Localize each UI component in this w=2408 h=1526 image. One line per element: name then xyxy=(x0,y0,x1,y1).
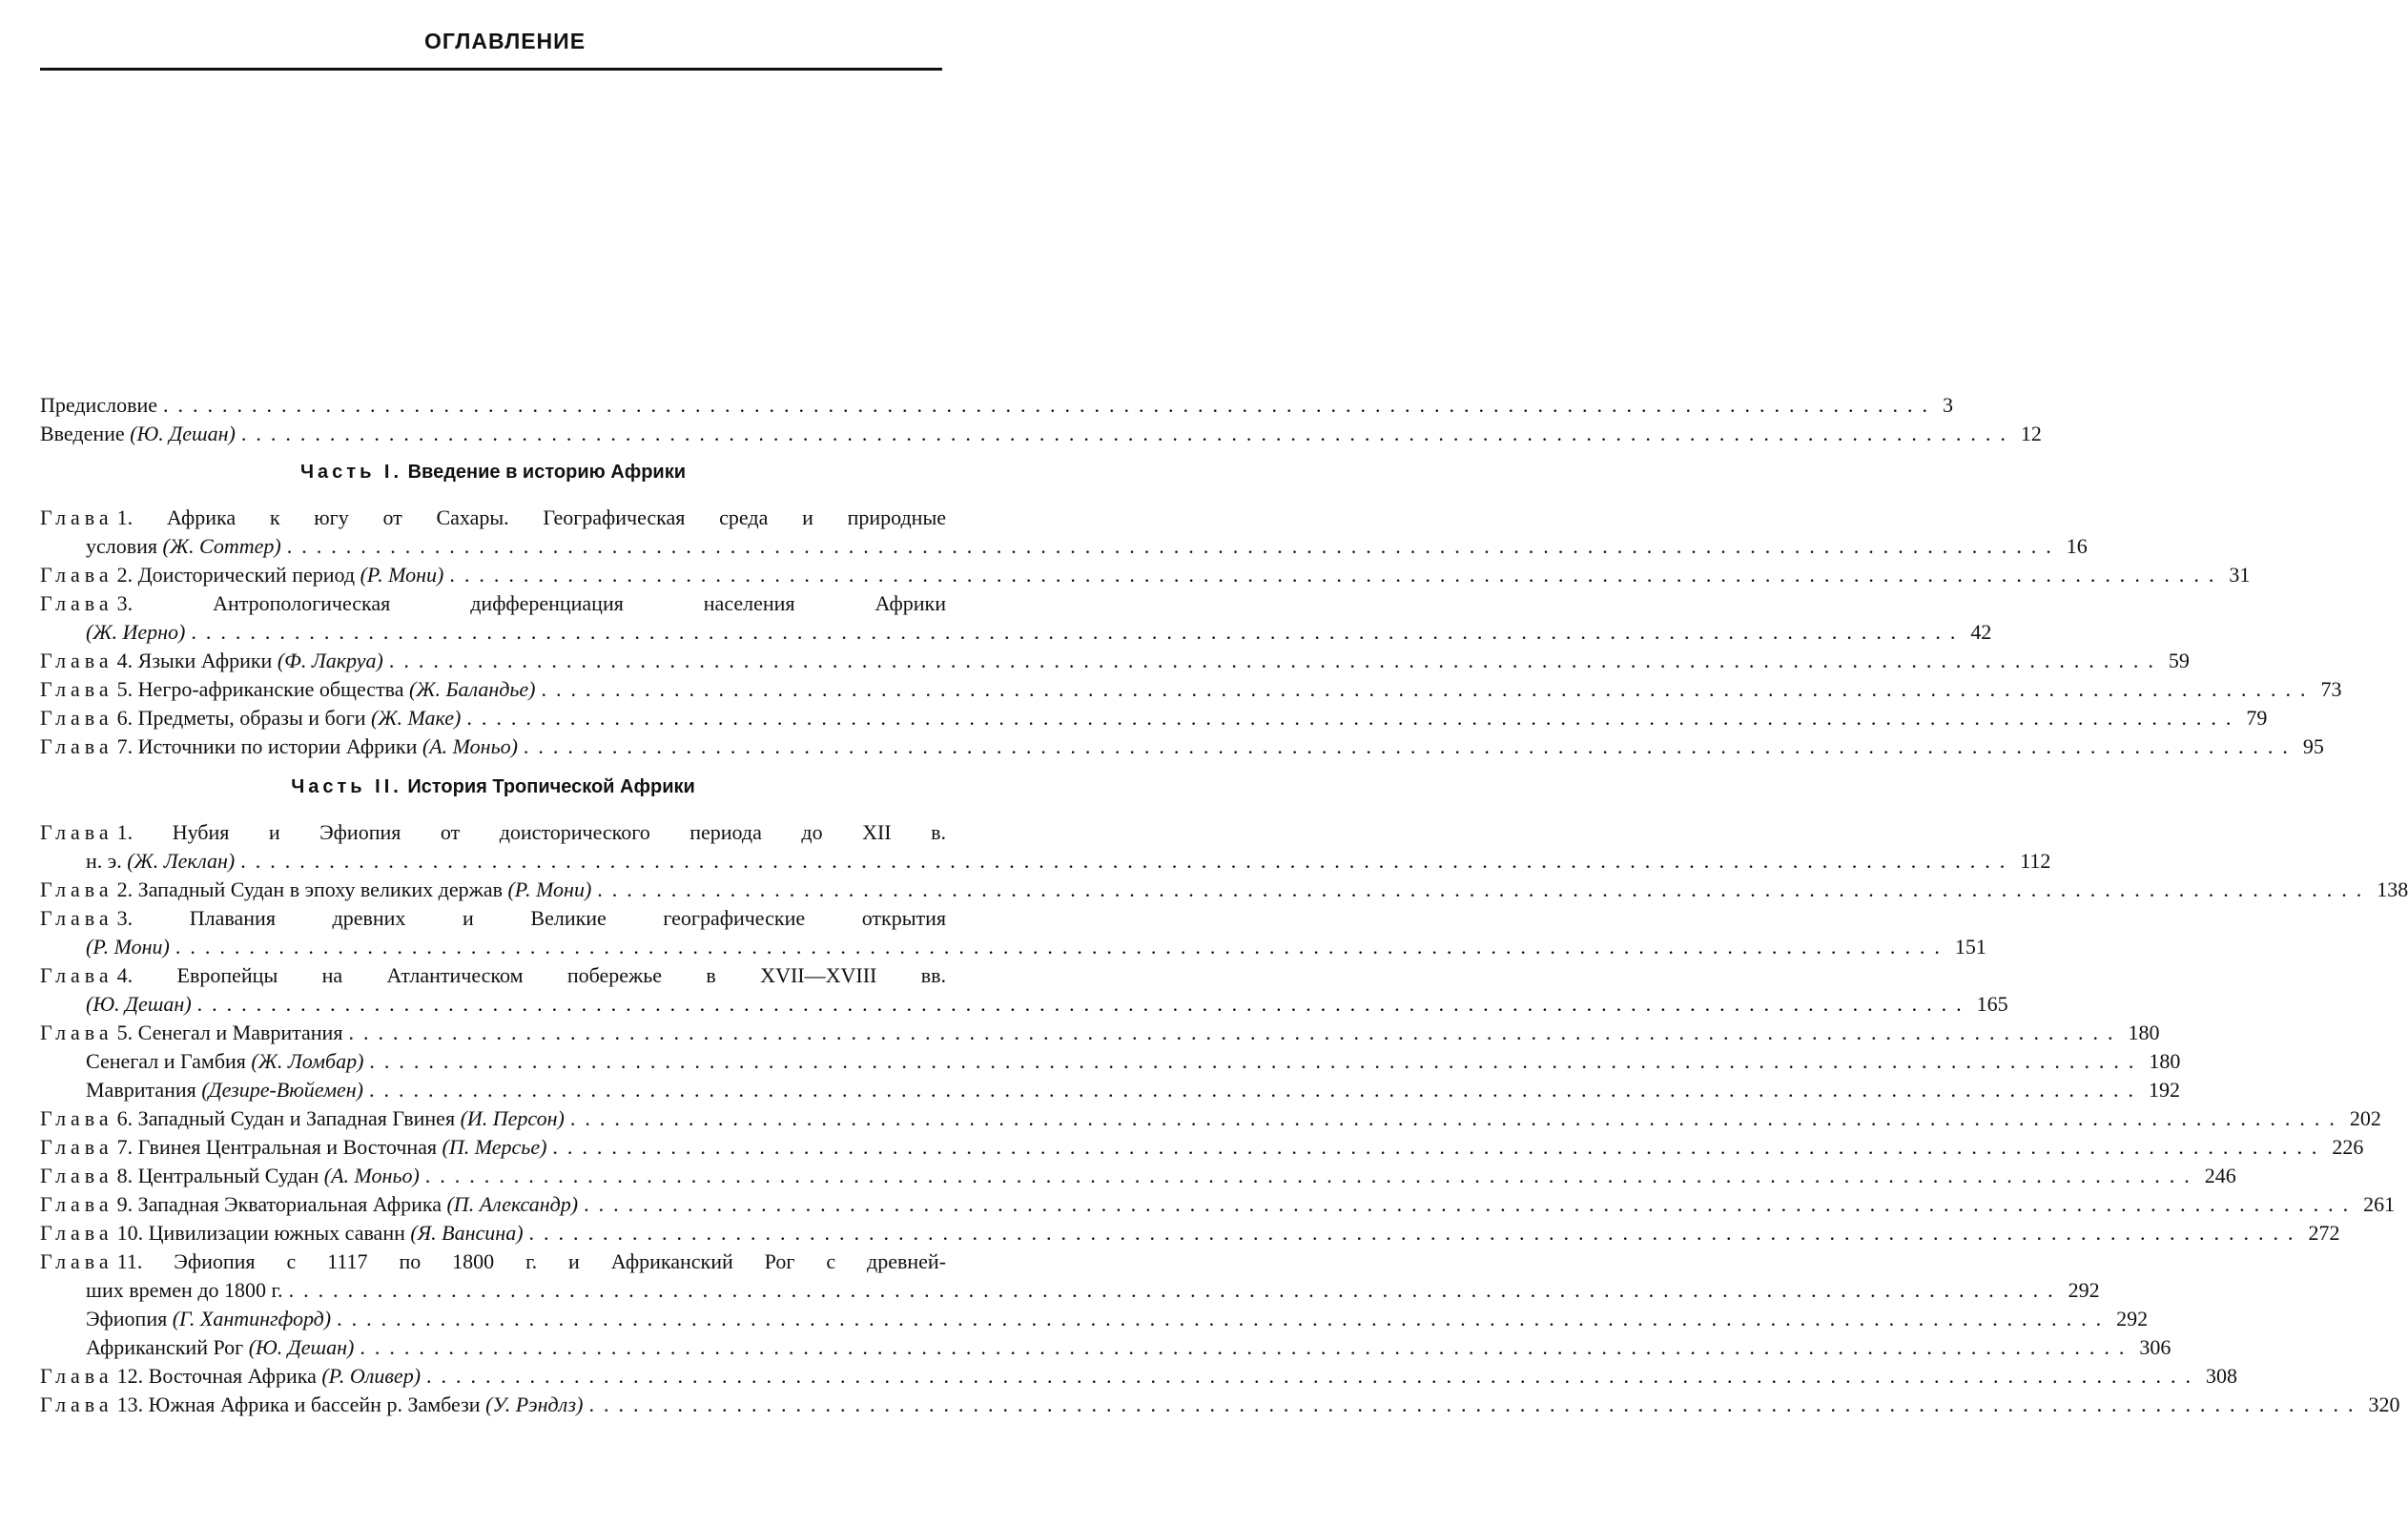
entry-text xyxy=(40,1104,565,1133)
dot-leader: ........................................................................................................................ xyxy=(369,1049,2144,1073)
entry-title: Введение xyxy=(40,422,131,445)
part-title: История Тропической Африки xyxy=(407,776,695,797)
entry-author: (Ж. Соттер) xyxy=(162,534,281,558)
entry-text xyxy=(40,704,461,732)
page-number: 292 xyxy=(2068,1278,2100,1302)
chapter-number: 4. xyxy=(116,649,134,672)
entry-text xyxy=(40,1391,583,1419)
toc-entry xyxy=(40,1219,2340,1248)
chapter-label: Глава xyxy=(40,1164,113,1187)
dot-leader: ........................................................................................................................ xyxy=(175,935,1949,959)
chapter-number: 3. xyxy=(116,906,134,930)
entry-text xyxy=(40,561,443,589)
part-chapters xyxy=(40,818,2408,1419)
entry-title-continued: условия xyxy=(86,534,163,558)
chapter-number: 1. xyxy=(116,505,134,529)
dot-leader: ........................................................................................................................ xyxy=(163,393,1937,417)
dot-leader: ........................................................................................................................ xyxy=(426,1364,2201,1388)
page-number: 16 xyxy=(2066,534,2088,558)
page-number: 79 xyxy=(2246,706,2268,730)
entry-text xyxy=(40,420,236,448)
chapter-label: Глава xyxy=(40,677,113,701)
entry-title: Мавритания xyxy=(86,1078,202,1102)
chapter-number: 5. xyxy=(116,677,134,701)
entry-title-continued: ших времен до 1800 г. xyxy=(86,1278,283,1302)
chapter-number: 2. xyxy=(116,563,134,587)
page-number: 112 xyxy=(2020,849,2051,873)
chapter-number: 7. xyxy=(116,1135,134,1159)
entry-title: Гвинея Центральная и Восточная xyxy=(137,1135,442,1159)
chapter-number: 10. xyxy=(116,1221,144,1245)
chapter-number: 5. xyxy=(116,1021,134,1044)
toc-entry xyxy=(40,1305,2149,1333)
page-number: 261 xyxy=(2363,1192,2396,1216)
toc-entry xyxy=(40,904,1986,961)
toc-entry xyxy=(40,961,2008,1019)
entry-title: Западная Экваториальная Африка xyxy=(137,1192,447,1216)
entry-text xyxy=(86,1076,363,1104)
page-number: 246 xyxy=(2204,1164,2236,1187)
chapter-number: 1. xyxy=(116,820,134,844)
toc-entry xyxy=(40,647,2190,675)
entry-title: Западный Судан в эпоху великих держав xyxy=(137,877,508,901)
entry-title: Южная Африка и бассейн р. Замбези xyxy=(148,1392,486,1416)
dot-leader: ........................................................................................................................ xyxy=(588,1392,2363,1416)
page-number: 180 xyxy=(2128,1021,2160,1044)
entry-text xyxy=(40,675,536,704)
page-number: 320 xyxy=(2368,1392,2400,1416)
entry-text xyxy=(86,847,235,876)
dot-leader: ........................................................................................................................ xyxy=(191,620,1966,644)
dot-leader: ........................................................................................................................ xyxy=(541,677,2315,701)
chapter-label: Глава xyxy=(40,1392,113,1416)
chapter-label: Глава xyxy=(40,1364,113,1388)
dot-leader: ........................................................................................................................ xyxy=(286,534,2061,558)
entry-title: Сенегал и Гамбия xyxy=(86,1049,252,1073)
dot-leader: ........................................................................................................................ xyxy=(240,849,2015,873)
dot-leader: ........................................................................................................................ xyxy=(337,1307,2111,1330)
chapter-label: Глава xyxy=(40,649,113,672)
page-number: 292 xyxy=(2116,1307,2149,1330)
page-number: 3 xyxy=(1943,393,1953,417)
toc-entry xyxy=(40,704,2268,732)
toc-entry xyxy=(40,561,2251,589)
entry-author: (А. Моньо) xyxy=(422,734,518,758)
entry-text xyxy=(40,818,946,847)
entry-text xyxy=(40,1019,342,1047)
part-label: Часть II. xyxy=(291,776,402,797)
chapter-label: Глава xyxy=(40,563,113,587)
entry-author: (Ж. Баландье) xyxy=(409,677,536,701)
chapter-number: 13. xyxy=(116,1392,144,1416)
entry-author: (Р. Мони) xyxy=(86,935,170,959)
chapter-label: Глава xyxy=(40,1192,113,1216)
page-number: 31 xyxy=(2229,563,2251,587)
entry-text xyxy=(40,391,157,420)
entry-author: (У. Рэндлз) xyxy=(485,1392,584,1416)
dot-leader: ........................................................................................................................ xyxy=(348,1021,2123,1044)
entry-title: Эфиопия xyxy=(86,1307,173,1330)
front-matter xyxy=(40,391,2042,448)
toc-entry xyxy=(40,1047,2181,1076)
entry-text xyxy=(40,1362,421,1391)
toc-entry xyxy=(40,420,2042,448)
entry-title: Негро-африканские общества xyxy=(137,677,410,701)
page-number: 308 xyxy=(2206,1364,2238,1388)
part-heading xyxy=(40,773,946,801)
entry-title-continued: н. э. xyxy=(86,849,128,873)
entry-author: (Р. Мони) xyxy=(360,563,444,587)
toc-entry xyxy=(40,732,2324,761)
entry-title: Эфиопия с 1117 по 1800 г. и Африканский Рог с древней- xyxy=(174,1249,946,1273)
entry-author: (Ю. Дешан) xyxy=(248,1335,355,1359)
entry-text xyxy=(40,1190,578,1219)
toc-entry xyxy=(40,1248,2100,1305)
page-number: 59 xyxy=(2168,649,2190,672)
entry-text xyxy=(40,647,383,675)
page-title: ОГЛАВЛЕНИЕ xyxy=(423,29,587,53)
entry-title: Центральный Судан xyxy=(137,1164,324,1187)
toc-entry xyxy=(40,818,2051,876)
entry-author: (Р. Оливер) xyxy=(321,1364,422,1388)
entry-author: (П. Мерсье) xyxy=(442,1135,547,1159)
chapter-number: 2. xyxy=(116,877,134,901)
page-number: 165 xyxy=(1976,992,2008,1016)
entry-text xyxy=(86,1047,363,1076)
chapter-number: 7. xyxy=(116,734,134,758)
toc-entry xyxy=(40,1391,2400,1419)
entry-text xyxy=(40,504,946,532)
dot-leader: ........................................................................................................................ xyxy=(528,1221,2303,1245)
toc-entry xyxy=(40,675,2342,704)
toc-entry xyxy=(40,1162,2236,1190)
entry-title: Источники по истории Африки xyxy=(137,734,422,758)
entry-title: Цивилизации южных саванн xyxy=(148,1221,411,1245)
entry-text xyxy=(40,589,946,618)
entry-author: (Р. Мони) xyxy=(507,877,592,901)
entry-author: (Ж. Маке) xyxy=(371,706,462,730)
chapter-number: 6. xyxy=(116,706,134,730)
chapter-label: Глава xyxy=(40,1021,113,1044)
entry-title: Предисловие xyxy=(40,393,157,417)
entry-title: Восточная Африка xyxy=(148,1364,322,1388)
page-number: 202 xyxy=(2349,1106,2381,1130)
chapter-number: 6. xyxy=(116,1106,134,1130)
dot-leader: ........................................................................................................................ xyxy=(569,1106,2344,1130)
dot-leader: ........................................................................................................................ xyxy=(360,1335,2134,1359)
entry-author: (Дезире-Вюйемен) xyxy=(201,1078,363,1102)
entry-text xyxy=(86,532,281,561)
entry-text xyxy=(86,1276,283,1305)
entry-text xyxy=(40,961,946,990)
entry-author: (П. Александр) xyxy=(446,1192,579,1216)
entry-text xyxy=(40,1162,420,1190)
dot-leader: ........................................................................................................................ xyxy=(552,1135,2327,1159)
page-number: 73 xyxy=(2320,677,2342,701)
entry-text xyxy=(40,1248,946,1276)
part-heading xyxy=(40,458,946,486)
dot-leader: ........................................................................................................................ xyxy=(196,992,1971,1016)
chapter-label: Глава xyxy=(40,706,113,730)
entry-author: (И. Персон) xyxy=(460,1106,565,1130)
chapter-label: Глава xyxy=(40,1249,113,1273)
dot-leader: ........................................................................................................................ xyxy=(424,1164,2199,1187)
dot-leader: ........................................................................................................................ xyxy=(449,563,2224,587)
entry-text xyxy=(86,933,170,961)
page-number: 138 xyxy=(2377,877,2408,901)
entry-author: (Г. Хантингфорд) xyxy=(172,1307,332,1330)
title-rule xyxy=(40,68,942,71)
toc-entry xyxy=(40,391,1953,420)
chapter-label: Глава xyxy=(40,906,113,930)
dot-leader: ........................................................................................................................ xyxy=(288,1278,2063,1302)
chapter-number: 3. xyxy=(116,591,134,615)
chapter-label: Глава xyxy=(40,734,113,758)
dot-leader: ........................................................................................................................ xyxy=(523,734,2297,758)
chapter-number: 4. xyxy=(116,963,134,987)
entry-text xyxy=(86,618,185,647)
toc-entry xyxy=(40,1104,2381,1133)
chapter-label: Глава xyxy=(40,820,113,844)
entry-title: Сенегал и Мавритания xyxy=(137,1021,343,1044)
page-number: 226 xyxy=(2332,1135,2364,1159)
entry-author: (А. Моньо) xyxy=(323,1164,420,1187)
dot-leader: ........................................................................................................................ xyxy=(584,1192,2358,1216)
entry-text xyxy=(40,1133,546,1162)
toc-entry xyxy=(40,1019,2160,1047)
entry-title: Африканский Рог xyxy=(86,1335,249,1359)
entry-text xyxy=(86,1305,331,1333)
chapter-number: 9. xyxy=(116,1192,134,1216)
entry-author: (Ф. Лакруа) xyxy=(277,649,383,672)
page-number: 192 xyxy=(2149,1078,2180,1102)
toc-entry xyxy=(40,1133,2364,1162)
entry-title: Доисторический период xyxy=(137,563,360,587)
chapter-label: Глава xyxy=(40,1135,113,1159)
part-label: Часть I. xyxy=(299,462,403,483)
dot-leader: ........................................................................................................................ xyxy=(369,1078,2143,1102)
entry-title: Языки Африки xyxy=(137,649,278,672)
page-number: 306 xyxy=(2139,1335,2171,1359)
toc-entry xyxy=(40,1076,2180,1104)
toc-entry xyxy=(40,504,2088,561)
entry-text xyxy=(40,732,518,761)
toc-entry xyxy=(40,1190,2396,1219)
page-number: 151 xyxy=(1954,935,1986,959)
chapter-number: 8. xyxy=(116,1164,134,1187)
table-of-contents xyxy=(40,391,2408,1419)
dot-leader: ........................................................................................................................ xyxy=(466,706,2241,730)
entry-title: Предметы, образы и боги xyxy=(137,706,372,730)
chapter-label: Глава xyxy=(40,591,113,615)
entry-text xyxy=(40,904,946,933)
entry-author: (Ю. Дешан) xyxy=(86,992,192,1016)
toc-entry xyxy=(40,1362,2238,1391)
chapter-number: 11. xyxy=(116,1249,143,1273)
entry-text xyxy=(86,1333,354,1362)
page-number: 95 xyxy=(2302,734,2324,758)
chapter-label: Глава xyxy=(40,505,113,529)
entry-text xyxy=(40,1219,524,1248)
entry-author: (Ю. Дешан) xyxy=(130,422,236,445)
chapter-label: Глава xyxy=(40,1221,113,1245)
toc-entry xyxy=(40,876,2408,904)
toc-entry xyxy=(40,589,1992,647)
entry-title: Европейцы на Атлантическом побережье в XVII—XVIII вв. xyxy=(176,963,947,987)
entry-author: (Ж. Ломбар) xyxy=(251,1049,364,1073)
chapter-label: Глава xyxy=(40,963,113,987)
page-number: 42 xyxy=(1970,620,1992,644)
chapter-number: 12. xyxy=(116,1364,144,1388)
chapter-label: Глава xyxy=(40,877,113,901)
dot-leader: ........................................................................................................................ xyxy=(388,649,2163,672)
dot-leader: ........................................................................................................................ xyxy=(240,422,2015,445)
dot-leader: ........................................................................................................................ xyxy=(597,877,2372,901)
page-number: 12 xyxy=(2020,422,2042,445)
part-chapters xyxy=(40,504,2342,761)
page-number: 180 xyxy=(2149,1049,2181,1073)
entry-author: (Я. Вансина) xyxy=(410,1221,524,1245)
entry-text xyxy=(40,876,591,904)
entry-text xyxy=(86,990,192,1019)
toc-entry xyxy=(40,1333,2171,1362)
entry-author: (Ж. Леклан) xyxy=(127,849,236,873)
page-number: 272 xyxy=(2308,1221,2340,1245)
entry-title: Плавания древних и Великие географические открытия xyxy=(189,906,947,930)
entry-title: Антропологическая дифференциация населения Африки xyxy=(213,591,946,615)
part-title: Введение в историю Африки xyxy=(407,462,687,483)
entry-author: (Ж. Иерно) xyxy=(86,620,186,644)
entry-title: Западный Судан и Западная Гвинея xyxy=(137,1106,461,1130)
entry-title: Африка к югу от Сахары. Географическая среда и природные xyxy=(166,505,947,529)
entry-title: Нубия и Эфиопия от доисторического периода до XII в. xyxy=(172,820,947,844)
chapter-label: Глава xyxy=(40,1106,113,1130)
